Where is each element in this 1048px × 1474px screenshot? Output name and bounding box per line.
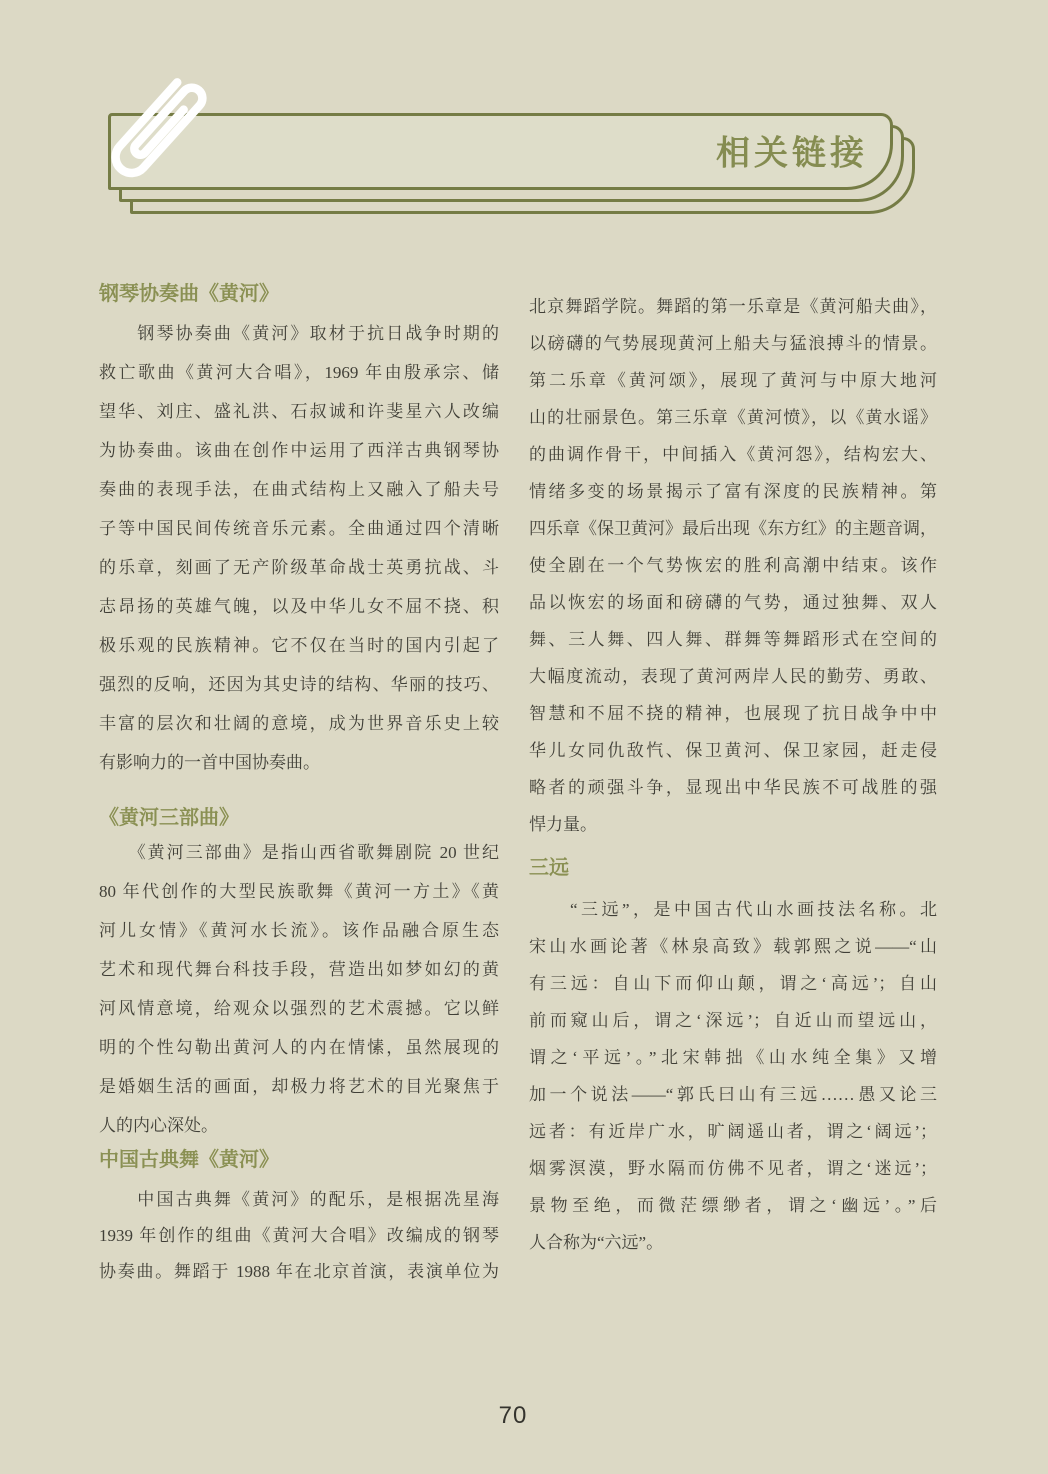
section-heading-classical-dance: 中国古典舞《黄河》 xyxy=(99,1149,279,1171)
page-number: 70 xyxy=(498,1402,528,1429)
text-line: “三远”，是中国古代山水画技法名称。北 xyxy=(529,900,937,919)
text-line: 烟雾溟漠，野水隔而仿佛不见者，谓之‘迷远’； xyxy=(529,1159,937,1178)
text-line: 北京舞蹈学院。舞蹈的第一乐章是《黄河船夫曲》， xyxy=(529,297,937,316)
text-line: 情绪多变的场景揭示了富有深度的民族精神。第 xyxy=(529,482,937,501)
text-line: 远者：有近岸广水，旷阔遥山者，谓之‘阔远’； xyxy=(529,1122,937,1141)
section-body-three-distances xyxy=(529,891,937,1261)
stacked-card-front xyxy=(108,113,893,190)
text-line: 品以恢宏的场面和磅礴的气势，通过独舞、双人 xyxy=(529,593,937,612)
section-body-piano-concerto xyxy=(99,314,499,782)
text-line: 人的内心深处。 xyxy=(99,1116,218,1135)
text-line: 谓之‘平远’。”北宋韩拙《山水纯全集》又增 xyxy=(529,1048,937,1067)
text-line: 是婚姻生活的画面，却极力将艺术的目光聚焦于 xyxy=(99,1077,499,1096)
text-line: 前而窥山后，谓之‘深远’；自近山而望远山， xyxy=(529,1011,937,1030)
text-line: 第二乐章《黄河颂》，展现了黄河与中原大地河 xyxy=(529,371,937,390)
text-line: 使全剧在一个气势恢宏的胜利高潮中结束。该作 xyxy=(529,556,937,575)
text-line: 人合称为“六远”。 xyxy=(529,1233,664,1252)
text-line: 1939 年创作的组曲《黄河大合唱》改编成的钢琴 xyxy=(99,1226,499,1245)
text-line: 略者的顽强斗争，显现出中华民族不可战胜的强 xyxy=(529,778,937,797)
text-line: 宋山水画论著《林泉高致》载郭熙之说——“山 xyxy=(529,937,937,956)
text-line: 强烈的反响，还因为其史诗的结构、华丽的技巧、 xyxy=(99,675,499,694)
text-line: 舞、三人舞、四人舞、群舞等舞蹈形式在空间的 xyxy=(529,630,937,649)
text-line: 中国古典舞《黄河》的配乐，是根据冼星海 xyxy=(99,1190,499,1209)
text-line: 奏曲的表现手法，在曲式结构上又融入了船夫号 xyxy=(99,480,499,499)
text-line: 明的个性勾勒出黄河人的内在情愫，虽然展现的 xyxy=(99,1038,499,1057)
text-line: 四乐章《保卫黄河》最后出现《东方红》的主题音调， xyxy=(529,519,937,538)
text-line: 智慧和不屈不挠的精神，也展现了抗日战争中中 xyxy=(529,704,937,723)
text-line: 河儿女情》《黄河水长流》。该作品融合原生态 xyxy=(99,921,499,940)
text-line: 以磅礴的气势展现黄河上船夫与猛浪搏斗的情景。 xyxy=(529,334,937,353)
text-line: 80 年代创作的大型民族歌舞《黄河一方土》《黄 xyxy=(99,882,499,901)
related-links-title: 相关链接 xyxy=(716,134,868,173)
text-line: 山的壮丽景色。第三乐章《黄河愤》，以《黄水谣》 xyxy=(529,408,937,427)
section-heading-yellow-river-trilogy: 《黄河三部曲》 xyxy=(99,807,239,829)
text-line: 的曲调作骨干，中间插入《黄河怨》，结构宏大、 xyxy=(529,445,937,464)
text-line: 协奏曲。舞蹈于 1988 年在北京首演，表演单位为 xyxy=(99,1262,499,1281)
text-line: 加一个说法——“郭氏曰山有三远……愚又论三 xyxy=(529,1085,937,1104)
section-body-classical-dance xyxy=(99,1182,499,1290)
section-body-classical-dance-continued xyxy=(529,288,937,843)
text-line: 华儿女同仇敌忾、保卫黄河、保卫家园，赶走侵 xyxy=(529,741,937,760)
text-line: 望华、刘庄、盛礼洪、石叔诚和许斐星六人改编 xyxy=(99,402,499,421)
text-line: 悍力量。 xyxy=(529,815,597,834)
text-line: 河风情意境，给观众以强烈的艺术震撼。它以鲜 xyxy=(99,999,499,1018)
text-line: 有影响力的一首中国协奏曲。 xyxy=(99,753,320,772)
text-line: 《黄河三部曲》是指山西省歌舞剧院 20 世纪 xyxy=(99,843,499,862)
text-line: 为协奏曲。该曲在创作中运用了西洋古典钢琴协 xyxy=(99,441,499,460)
text-line: 艺术和现代舞台科技手段，营造出如梦如幻的黄 xyxy=(99,960,499,979)
section-heading-piano-concerto: 钢琴协奏曲《黄河》 xyxy=(99,283,279,305)
section-body-yellow-river-trilogy xyxy=(99,833,499,1145)
section-heading-three-distances: 三远 xyxy=(529,857,569,879)
text-line: 丰富的层次和壮阔的意境，成为世界音乐史上较 xyxy=(99,714,499,733)
text-line: 大幅度流动，表现了黄河两岸人民的勤劳、勇敢、 xyxy=(529,667,937,686)
text-line: 极乐观的民族精神。它不仅在当时的国内引起了 xyxy=(99,636,499,655)
text-line: 钢琴协奏曲《黄河》取材于抗日战争时期的 xyxy=(99,324,499,343)
text-line: 子等中国民间传统音乐元素。全曲通过四个清晰 xyxy=(99,519,499,538)
text-line: 有三远：自山下而仰山颠，谓之‘高远’；自山 xyxy=(529,974,937,993)
text-line: 救亡歌曲《黄河大合唱》，1969 年由殷承宗、储 xyxy=(99,363,499,382)
text-line: 景物至绝，而微茫缥缈者，谓之‘幽远’。”后 xyxy=(529,1196,937,1215)
text-line: 的乐章，刻画了无产阶级革命战士英勇抗战、斗 xyxy=(99,558,499,577)
text-line: 志昂扬的英雄气魄，以及中华儿女不屈不挠、积 xyxy=(99,597,499,616)
